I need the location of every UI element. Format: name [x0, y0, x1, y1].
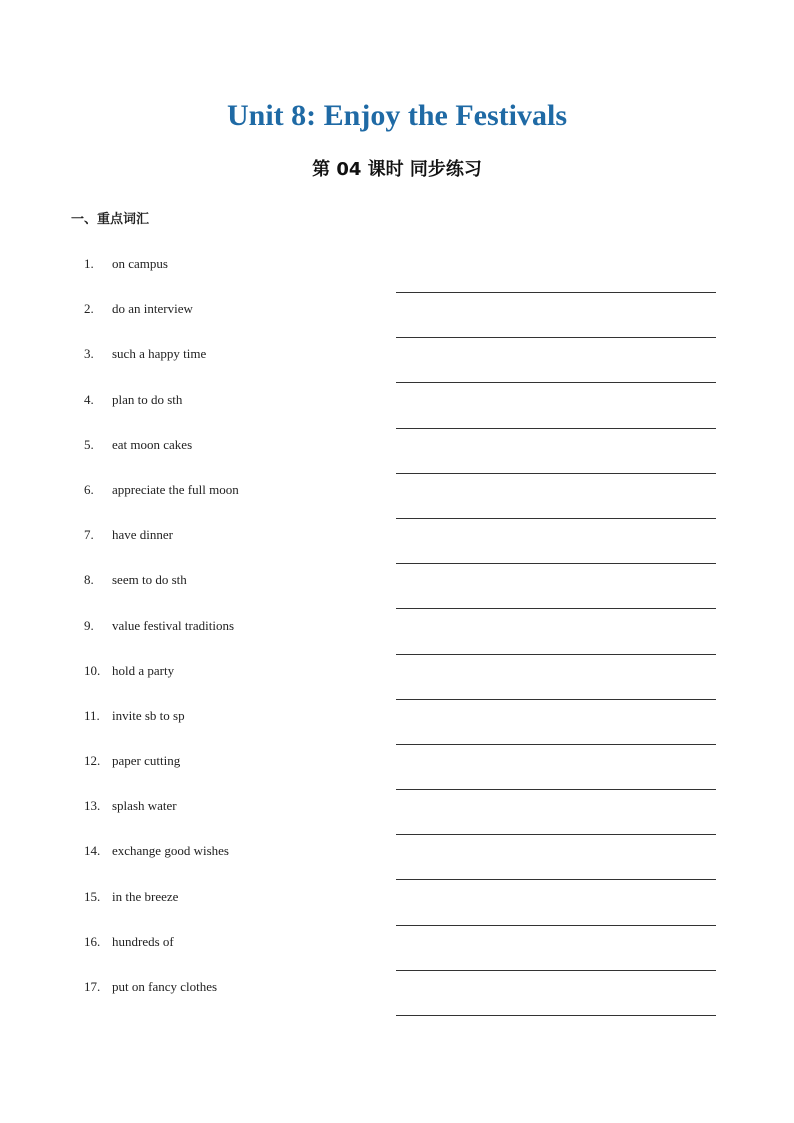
item-phrase: in the breeze	[112, 888, 179, 904]
answer-blank-line	[396, 834, 716, 835]
item-number: 11.	[84, 707, 100, 723]
item-phrase: paper cutting	[112, 753, 181, 769]
answer-blank-line	[396, 518, 716, 519]
item-number: 16.	[84, 933, 101, 949]
vocab-item	[0, 614, 794, 659]
item-phrase: splash water	[112, 798, 177, 814]
answer-blank-line	[396, 1015, 716, 1016]
vocab-item	[0, 433, 794, 478]
answer-blank-line	[396, 699, 716, 700]
item-number: 15.	[84, 888, 101, 904]
vocab-item	[0, 342, 794, 387]
item-phrase: such a happy time	[112, 346, 207, 362]
item-phrase: hold a party	[112, 662, 175, 678]
item-number: 7.	[84, 527, 94, 543]
item-number: 6.	[84, 481, 94, 497]
answer-blank-line	[396, 970, 716, 971]
answer-blank-line	[396, 608, 716, 609]
answer-blank-line	[396, 925, 716, 926]
answer-blank-line	[396, 292, 716, 293]
item-phrase: on campus	[112, 256, 168, 271]
vocab-item	[0, 388, 794, 433]
vocab-item	[0, 523, 794, 568]
vocab-item	[0, 478, 794, 523]
vocab-item	[0, 975, 794, 1020]
vocab-item	[0, 885, 794, 930]
vocab-item	[0, 252, 794, 297]
item-phrase: put on fancy clothes	[112, 979, 218, 994]
item-number: 9.	[84, 617, 94, 633]
item-number: 2.	[84, 301, 94, 317]
answer-blank-line	[396, 744, 716, 745]
item-number: 8.	[84, 572, 94, 588]
item-number: 10.	[84, 662, 101, 678]
item-phrase: appreciate the full moon	[112, 481, 239, 497]
item-number: 13.	[84, 798, 101, 814]
item-number: 1.	[84, 256, 94, 271]
item-phrase: hundreds of	[112, 933, 174, 949]
item-phrase: exchange good wishes	[112, 843, 229, 859]
vocabulary-list	[0, 252, 794, 1020]
item-number: 17.	[84, 979, 101, 994]
answer-blank-line	[396, 473, 716, 474]
answer-blank-line	[396, 428, 716, 429]
item-phrase: eat moon cakes	[112, 436, 193, 452]
answer-blank-line	[396, 337, 716, 338]
vocab-item	[0, 704, 794, 749]
item-number: 5.	[84, 436, 94, 452]
item-phrase: plan to do sth	[112, 391, 183, 407]
item-phrase: have dinner	[112, 527, 174, 543]
lesson-subtitle: 第 04 课时 同步练习	[312, 159, 482, 180]
answer-blank-line	[396, 654, 716, 655]
item-number: 12.	[84, 753, 101, 769]
item-phrase: do an interview	[112, 301, 193, 317]
page-title: Unit 8: Enjoy the Festivals	[227, 99, 567, 132]
vocab-item	[0, 794, 794, 839]
item-phrase: invite sb to sp	[112, 707, 185, 723]
answer-blank-line	[396, 879, 716, 880]
vocab-item	[0, 297, 794, 342]
vocab-item	[0, 749, 794, 794]
item-number: 4.	[84, 391, 94, 407]
answer-blank-line	[396, 789, 716, 790]
answer-blank-line	[396, 382, 716, 383]
answer-blank-line	[396, 563, 716, 564]
item-number: 14.	[84, 843, 101, 859]
vocab-item	[0, 930, 794, 975]
section-heading-key-vocabulary: 一、重点词汇	[71, 212, 150, 227]
vocab-item	[0, 839, 794, 884]
vocab-item	[0, 659, 794, 704]
item-phrase: seem to do sth	[112, 572, 187, 588]
vocab-item	[0, 568, 794, 613]
item-phrase: value festival traditions	[112, 617, 235, 633]
item-number: 3.	[84, 346, 94, 362]
